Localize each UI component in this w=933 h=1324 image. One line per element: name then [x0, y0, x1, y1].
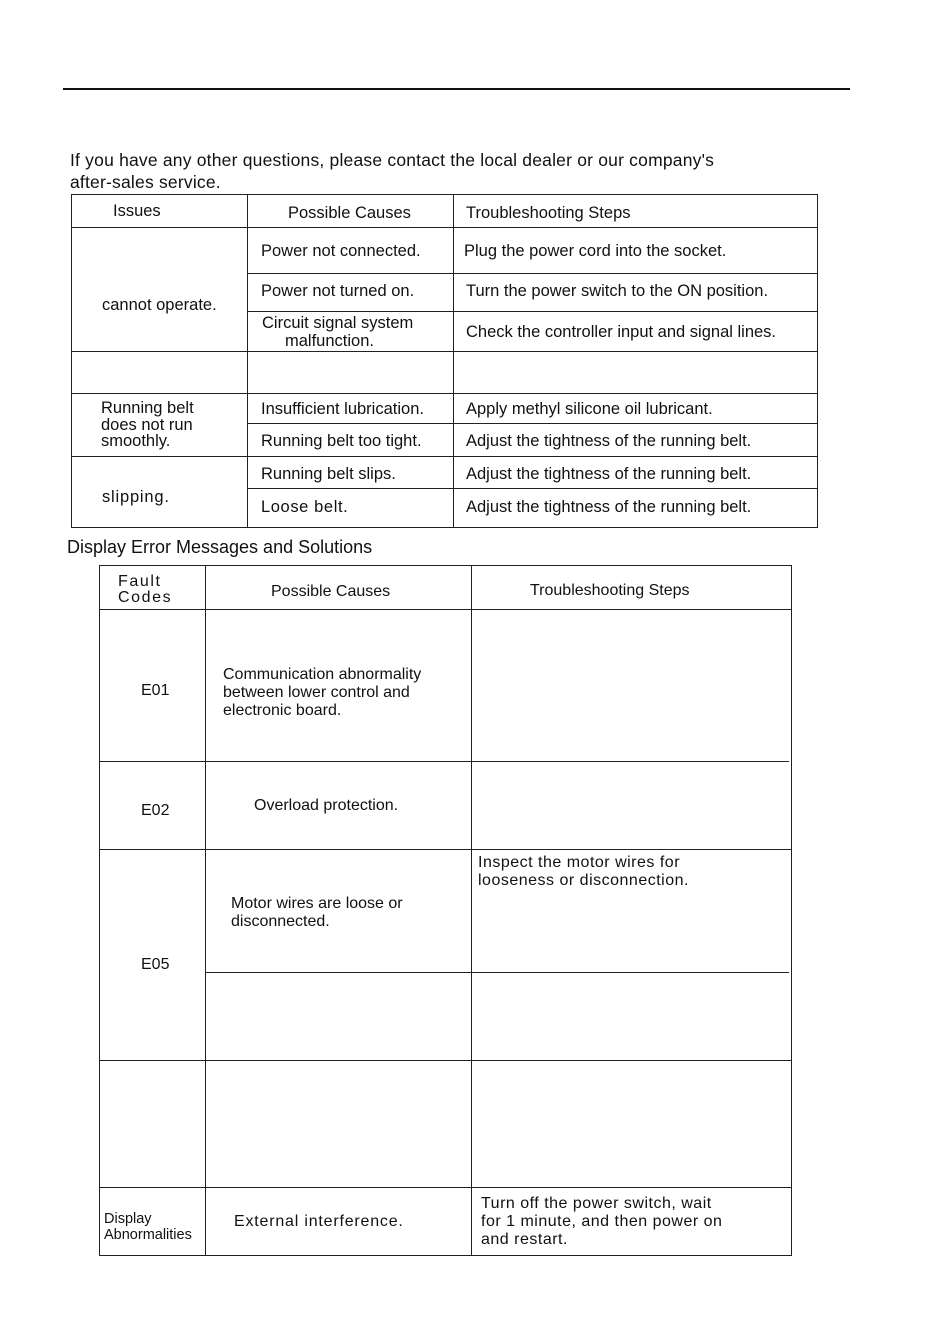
table1-row-divider	[71, 393, 818, 394]
display-abnormalities-label-1: Display	[104, 1211, 152, 1227]
intro-text	[70, 149, 850, 193]
display-step-line-2: for 1 minute, and then power on	[481, 1213, 723, 1230]
cause-cell: Power not connected.	[261, 242, 421, 260]
display-step-line-3: and restart.	[481, 1231, 568, 1248]
table2-row-divider	[99, 761, 789, 762]
table2-row-divider	[99, 849, 792, 850]
step-cell: Adjust the tightness of the running belt.	[466, 498, 752, 516]
table2-header-fault: Fault	[118, 573, 162, 590]
section-heading-error-messages: Display Error Messages and Solutions	[67, 537, 373, 557]
cause-cell: Running belt too tight.	[261, 432, 422, 450]
e05-cause-line-2: disconnected.	[231, 913, 330, 930]
display-cause: External interference.	[234, 1213, 404, 1230]
step-cell: Apply methyl silicone oil lubricant.	[466, 400, 713, 418]
e01-cause-line-2: between lower control and	[223, 684, 410, 701]
e05-step-line-2: looseness or disconnection.	[478, 872, 689, 889]
e01-cause-line-1: Communication abnormality	[223, 666, 422, 683]
cause-cell: Power not turned on.	[261, 282, 415, 300]
issue-belt-line-1: Running belt	[101, 399, 194, 417]
step-cell: Check the controller input and signal lines.	[466, 323, 777, 341]
step-cell: Plug the power cord into the socket.	[464, 242, 727, 260]
table1-header-issues: Issues	[113, 202, 161, 220]
issue-slipping: slipping.	[102, 488, 170, 506]
e01-cause-line-3: electronic board.	[223, 702, 342, 719]
issue-belt-line-2: does not run	[101, 416, 193, 434]
table2-header-codes: Codes	[118, 589, 173, 606]
table2-header-causes: Possible Causes	[271, 583, 391, 600]
table1-row-divider	[71, 456, 818, 457]
fault-code-e02: E02	[141, 802, 170, 819]
table1-row-divider	[71, 227, 818, 228]
table1-subrow-divider	[247, 273, 818, 274]
header-rule	[63, 88, 850, 90]
intro-line-1: If you have any other questions, please contact the local dealer or our company's	[70, 150, 715, 170]
fault-code-e01: E01	[141, 682, 170, 699]
cause-cell: Running belt slips.	[261, 465, 396, 483]
fault-code-e05: E05	[141, 956, 170, 973]
table2-col-divider	[471, 565, 472, 1256]
table2-frame	[99, 565, 792, 1256]
cause-cell: Loose belt.	[261, 498, 349, 516]
display-abnormalities-label-2: Abnormalities	[104, 1227, 192, 1243]
cause-cell-line-2: malfunction.	[285, 332, 374, 350]
table1-subrow-divider	[247, 423, 818, 424]
table2-row-divider	[99, 1060, 792, 1061]
table2-col-divider	[205, 565, 206, 1256]
cause-cell: Insufficient lubrication.	[261, 400, 424, 418]
step-cell: Turn the power switch to the ON position.	[466, 282, 769, 300]
cause-cell-line-1: Circuit signal system	[262, 314, 414, 332]
step-cell: Adjust the tightness of the running belt.	[466, 465, 752, 483]
table2-row-divider	[99, 1187, 792, 1188]
step-cell: Adjust the tightness of the running belt.	[466, 432, 752, 450]
table1-col-divider	[453, 194, 454, 528]
issue-cannot-operate: cannot operate.	[102, 296, 217, 314]
display-step-line-1: Turn off the power switch, wait	[481, 1195, 712, 1212]
e05-step-line-1: Inspect the motor wires for	[478, 854, 681, 871]
table2-subrow-divider	[205, 972, 789, 973]
e05-cause-line-1: Motor wires are loose or	[231, 895, 403, 912]
table1-header-causes: Possible Causes	[288, 204, 411, 222]
table1-subrow-divider	[247, 311, 818, 312]
table2-header-steps: Troubleshooting Steps	[530, 582, 690, 599]
table1-row-divider	[71, 351, 818, 352]
table2-row-divider	[99, 609, 792, 610]
intro-line-2: after-sales service.	[70, 172, 221, 192]
table1-subrow-divider	[247, 488, 818, 489]
issue-belt-line-3: smoothly.	[101, 432, 171, 450]
table1-header-steps: Troubleshooting Steps	[466, 204, 631, 222]
e02-cause: Overload protection.	[254, 797, 399, 814]
table1-col-divider	[247, 194, 248, 528]
